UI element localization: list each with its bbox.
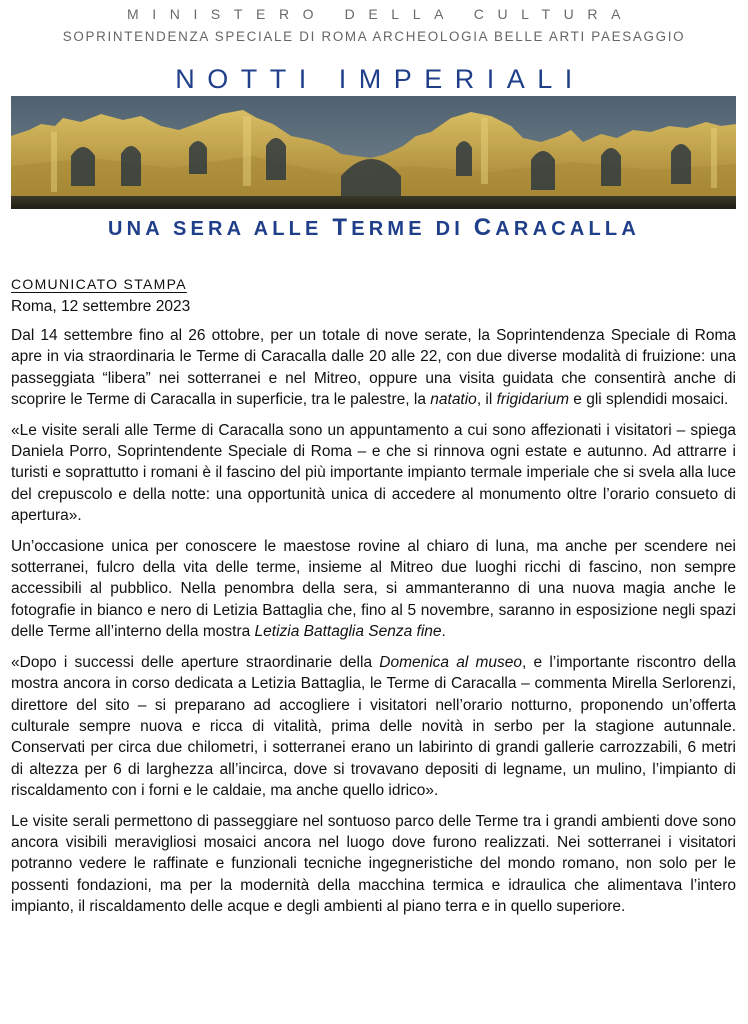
ruins-illustration — [11, 96, 736, 209]
subtitle-initial-t: T — [332, 214, 352, 241]
p1-natatio: natatio — [430, 391, 477, 409]
p3-text-b: . — [441, 623, 446, 641]
subtitle-initial-c: C — [473, 214, 496, 241]
subtitle-part-1: UNA SERA ALLE — [108, 218, 333, 240]
paragraph-3 — [11, 536, 736, 643]
p3-text-a: Un’occasione unica per conoscere le maestose rovine al chiaro di luna, ma anche per scendere nei sotterranei, fulcro della vita delle terme, insieme al Mitreo due luoghi ricchi di fascino, non sempre accessibili al pubblico. Nella penombra della sera, si ammanteranno di una nuova magia anche le fotografie in bianco e nero di Letizia Battaglia che, fino al 5 novembre, saranno in esposizione negli spazi delle Terme all’interno della mostra — [11, 537, 736, 641]
paragraph-5: Le visite serali permettono di passeggiare nel sontuoso parco delle Terme tra i grandi ambienti dove sono ancora visibili meravigliosi mosaici ancora nel luogo dove furono realizzati. Nei sotterranei i visitatori potranno vedere le raffinate e funzionali tecniche ingegneristiche del mondo romano, non solo per le possenti fondazioni, ma per la modernità della macchina termica e idraulica che alimentava l’intero impianto, il riscaldamento delle acque e degli ambienti al piano terra e in quello superiore. — [11, 812, 736, 916]
subtitle-part-2: ERME DI — [351, 218, 474, 240]
p1-text-a: Dal 14 settembre fino al 26 ottobre, per un totale di nove serate, la Soprintendenza Speciale di Roma apre in via straordinaria le Terme di Caracalla dalle 20 alle 22, con due diverse modalità di fruizione: una passeggiata “libera” nei sotterranei e nel Mitreo, oppure una visita guidata che consentirà anche di scoprire le Terme di Caracalla in superficie, tra le palestre, la — [11, 327, 736, 409]
ministry-heading: MINISTERO DELLA CULTURA — [126, 6, 635, 22]
p4-text-b: , e l’importante riscontro della mostra ancora in corso dedicata a Letizia Battaglia, le Terme di Caracalla – commenta Mirella Serlorenzi, direttore del sito – si preparano ad accogliere i visitatori nell’orario notturno, proponendo un’offerta culturale sempre nuova e ricca di vitalità, prima delle novità in serbo per la stagione autunnale. Conservati per circa due chilometri, i sotterranei erano un labirinto di grandi gallerie carrozzabili, 6 metri di altezza per 6 di larghezza all’incirca, dove si trovavano depositi di legname, un mulino, l’impianto di riscaldamento con i forni e le caldaie, ma anche quello idrico». — [11, 653, 736, 800]
event-title: NOTTI IMPERIALI — [175, 64, 585, 94]
p4-text-a: «Dopo i successi delle aperture straordinarie della — [11, 653, 380, 671]
p4-domenica-al-museo: Domenica al museo — [379, 653, 523, 671]
dateline: Roma, 12 settembre 2023 — [11, 298, 191, 315]
p1-frigidarium: frigidarium — [496, 391, 569, 409]
p1-text-b: , il — [476, 391, 497, 409]
p3-exhibition-title: Letizia Battaglia Senza fine — [254, 623, 442, 641]
event-subtitle — [0, 214, 748, 242]
banner-image — [11, 96, 736, 209]
p1-text-c: e gli splendidi mosaici. — [568, 391, 729, 409]
paragraph-1 — [11, 325, 736, 411]
paragraph-4 — [11, 652, 736, 802]
press-release-kicker: COMUNICATO STAMPA — [11, 276, 187, 292]
soprintendenza-heading: SOPRINTENDENZA SPECIALE DI ROMA ARCHEOLOGIA BELLE ARTI PAESAGGIO — [62, 29, 686, 44]
press-body — [11, 325, 736, 918]
subtitle-part-3: ARACALLA — [495, 218, 640, 240]
paragraph-2: «Le visite serali alle Terme di Caracalla sono un appuntamento a cui sono affezionati i visitatori – spiega Daniela Porro, Soprintendente Speciale di Roma – e che si rinnova ogni estate e autunno. Ad attrarre i turisti e soprattutto i romani è il fascino del più importante impianto termale imperiale che si svela alla luce del crepuscolo e della notte: una opportunità unica di accedere al monumento oltre l’orario consueto di apertura». — [11, 421, 736, 525]
